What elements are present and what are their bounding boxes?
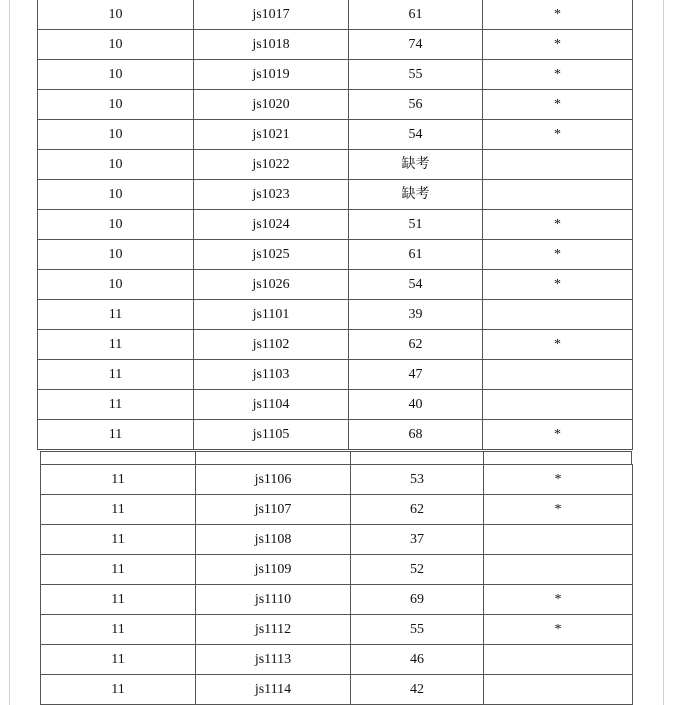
class-cell: 11: [41, 615, 196, 645]
mark-cell: [483, 390, 633, 420]
student-id-cell: js1107: [196, 495, 351, 525]
table-row: [41, 645, 633, 675]
table-row: [41, 585, 633, 615]
student-id-cell: js1017: [194, 0, 349, 30]
table-row: [38, 300, 633, 330]
mark-cell: *: [483, 420, 633, 450]
student-id-cell: js1109: [196, 555, 351, 585]
class-cell: 11: [41, 495, 196, 525]
score-cell: 55: [349, 60, 483, 90]
class-cell: 10: [38, 60, 194, 90]
table-row: [38, 390, 633, 420]
mark-cell: [484, 555, 633, 585]
score-cell: 42: [351, 675, 484, 705]
class-cell: 10: [38, 0, 194, 30]
table-row: [38, 120, 633, 150]
mark-cell: [483, 300, 633, 330]
table-row: [38, 60, 633, 90]
student-id-cell: js1104: [194, 390, 349, 420]
student-id-cell: js1105: [194, 420, 349, 450]
table-row: [38, 360, 633, 390]
table-row: [41, 675, 633, 705]
mark-cell: *: [483, 30, 633, 60]
class-cell: 10: [38, 270, 194, 300]
score-cell: 56: [349, 90, 483, 120]
score-table-top: [37, 0, 633, 450]
class-cell: 11: [38, 330, 194, 360]
student-id-cell: js1022: [194, 150, 349, 180]
score-cell: 54: [349, 120, 483, 150]
class-cell: 10: [38, 30, 194, 60]
score-cell: 缺考: [349, 180, 483, 210]
mark-cell: *: [483, 330, 633, 360]
class-cell: 11: [41, 645, 196, 675]
mark-cell: *: [483, 0, 633, 30]
score-table-bottom: [40, 464, 633, 705]
score-cell: 61: [349, 240, 483, 270]
score-cell: 62: [351, 495, 484, 525]
student-id-cell: js1112: [196, 615, 351, 645]
class-cell: 11: [41, 555, 196, 585]
student-id-cell: js1113: [196, 645, 351, 675]
mark-cell: *: [483, 90, 633, 120]
class-cell: 11: [41, 465, 196, 495]
score-cell: 68: [349, 420, 483, 450]
score-cell: 74: [349, 30, 483, 60]
class-cell: 11: [38, 360, 194, 390]
score-cell: 39: [349, 300, 483, 330]
student-id-cell: js1102: [194, 330, 349, 360]
mark-cell: *: [484, 495, 633, 525]
score-table-bottom-body: [41, 465, 633, 705]
table-row: [38, 420, 633, 450]
score-cell: 61: [349, 0, 483, 30]
table-row: [38, 0, 633, 30]
mark-cell: *: [484, 615, 633, 645]
page-break-gap: [40, 451, 632, 464]
score-cell: 37: [351, 525, 484, 555]
student-id-cell: js1103: [194, 360, 349, 390]
class-cell: 10: [38, 240, 194, 270]
table-row: [41, 525, 633, 555]
score-cell: 缺考: [349, 150, 483, 180]
student-id-cell: js1018: [194, 30, 349, 60]
table-row: [38, 90, 633, 120]
table-row: [38, 150, 633, 180]
class-cell: 11: [38, 390, 194, 420]
score-cell: 53: [351, 465, 484, 495]
student-id-cell: js1023: [194, 180, 349, 210]
student-id-cell: js1110: [196, 585, 351, 615]
score-table-top-body: [38, 0, 633, 450]
class-cell: 11: [41, 585, 196, 615]
student-id-cell: js1021: [194, 120, 349, 150]
score-cell: 46: [351, 645, 484, 675]
score-cell: 55: [351, 615, 484, 645]
mark-cell: [484, 525, 633, 555]
mark-cell: [483, 150, 633, 180]
mark-cell: *: [483, 210, 633, 240]
class-cell: 11: [41, 675, 196, 705]
student-id-cell: js1020: [194, 90, 349, 120]
mark-cell: [484, 645, 633, 675]
class-cell: 11: [38, 420, 194, 450]
table-row: [41, 615, 633, 645]
mark-cell: [483, 360, 633, 390]
student-id-cell: js1019: [194, 60, 349, 90]
table-row: [38, 210, 633, 240]
mark-cell: *: [483, 270, 633, 300]
mark-cell: *: [483, 240, 633, 270]
student-id-cell: js1024: [194, 210, 349, 240]
class-cell: 10: [38, 90, 194, 120]
table-row: [41, 555, 633, 585]
table-row: [38, 270, 633, 300]
mark-cell: [484, 675, 633, 705]
score-cell: 62: [349, 330, 483, 360]
student-id-cell: js1106: [196, 465, 351, 495]
class-cell: 10: [38, 120, 194, 150]
class-cell: 10: [38, 180, 194, 210]
mark-cell: *: [484, 585, 633, 615]
mark-cell: *: [483, 120, 633, 150]
table-row: [41, 465, 633, 495]
student-id-cell: js1114: [196, 675, 351, 705]
class-cell: 11: [41, 525, 196, 555]
mark-cell: [483, 180, 633, 210]
score-cell: 54: [349, 270, 483, 300]
table-row: [38, 180, 633, 210]
class-cell: 11: [38, 300, 194, 330]
mark-cell: *: [483, 60, 633, 90]
table-row: [38, 240, 633, 270]
student-id-cell: js1101: [194, 300, 349, 330]
score-cell: 52: [351, 555, 484, 585]
mark-cell: *: [484, 465, 633, 495]
student-id-cell: js1025: [194, 240, 349, 270]
score-cell: 40: [349, 390, 483, 420]
table-row: [41, 495, 633, 525]
student-id-cell: js1108: [196, 525, 351, 555]
class-cell: 10: [38, 210, 194, 240]
score-cell: 51: [349, 210, 483, 240]
score-cell: 69: [351, 585, 484, 615]
student-id-cell: js1026: [194, 270, 349, 300]
class-cell: 10: [38, 150, 194, 180]
table-row: [38, 30, 633, 60]
table-row: [38, 330, 633, 360]
score-cell: 47: [349, 360, 483, 390]
